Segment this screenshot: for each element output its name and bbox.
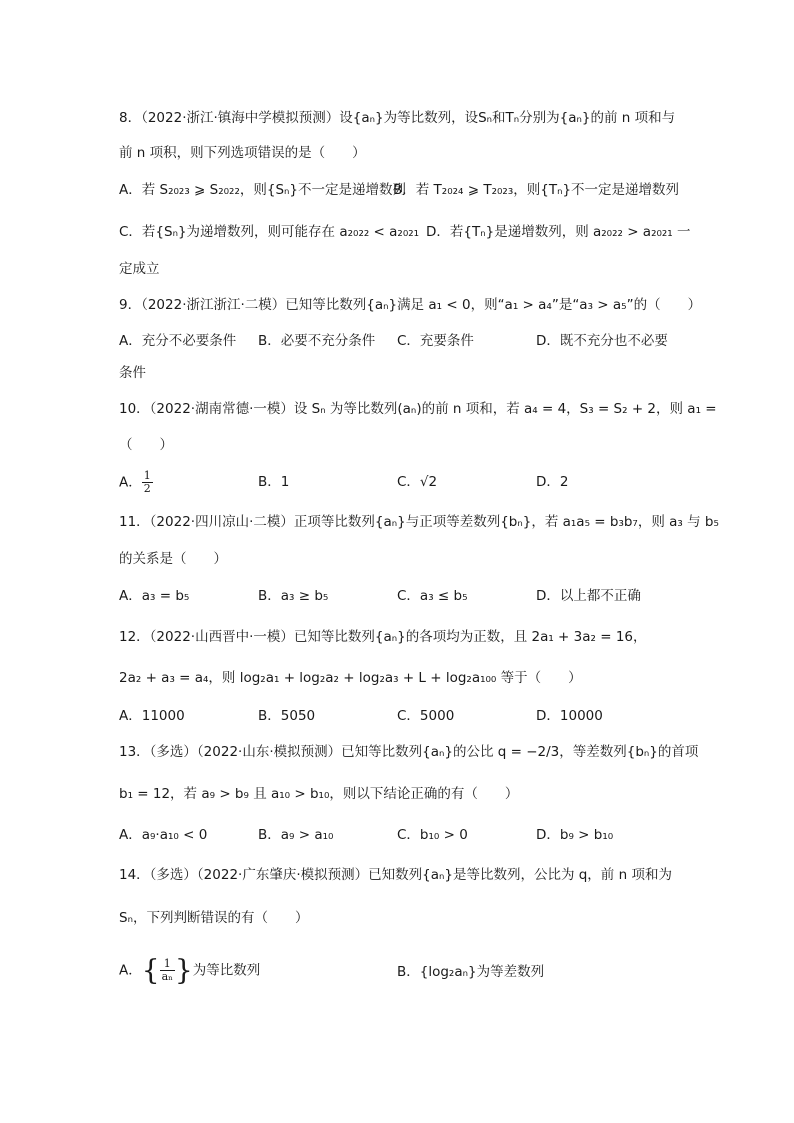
q12-option-d: D．10000	[536, 708, 603, 724]
q11-stem-line2: 的关系是（ ）	[119, 551, 227, 567]
q9-option-c: C．充要条件	[397, 333, 474, 349]
q8-option-a: A．若 S₂₀₂₃ ⩾ S₂₀₂₂，则{Sₙ}不一定是递增数列	[119, 182, 406, 198]
q10-option-a-label: A．	[119, 474, 142, 491]
q14-stem-line1: 14．（多选）（2022·广东肇庆·模拟预测）已知数列{aₙ}是等比数列，公比为 q，前 n 项和为	[119, 867, 672, 883]
q13-option-a: A．a₉·a₁₀ < 0	[119, 827, 208, 843]
q13-option-d: D．b₉ > b₁₀	[536, 827, 614, 843]
q10-stem-line2: （ ）	[119, 437, 173, 453]
q14-option-a-tail: 为等比数列	[192, 962, 261, 979]
q13-stem-line2: b₁ = 12，若 a₉ > b₉ 且 a₁₀ > b₁₀，则以下结论正确的有（ ）	[119, 786, 519, 802]
q9-option-d: D．既不充分也不必要	[536, 333, 668, 349]
q14-option-b: B．{log₂aₙ}为等差数列	[397, 964, 545, 980]
q13-stem-line1: 13．（多选）（2022·山东·模拟预测）已知等比数列{aₙ}的公比 q = −2/3，等差数列{bₙ}的首项	[119, 744, 699, 760]
q14-option-a-fraction	[160, 958, 175, 983]
fraction-denominator: 2	[143, 482, 151, 495]
q14-option-a	[119, 953, 261, 987]
q11-option-c: C．a₃ ≤ b₅	[397, 588, 468, 604]
q12-stem-line2: 2a₂ + a₃ = a₄，则 log₂a₁ + log₂a₂ + log₂a₃ + L + log₂a₁₀₀ 等于（ ）	[119, 670, 582, 686]
q12-option-c: C．5000	[397, 708, 455, 724]
fraction-numerator: 1	[160, 958, 175, 971]
q10-stem-line1: 10．（2022·湖南常德·一模）设 Sₙ 为等比数列(aₙ)的前 n 项和，若 a₄ = 4，S₃ = S₂ + 2，则 a₁ =	[119, 401, 717, 417]
right-brace-icon: }	[174, 953, 193, 987]
left-brace-icon: {	[141, 953, 160, 987]
q9-option-d-cont: 条件	[119, 365, 146, 381]
q8-option-b: B．若 T₂₀₂₄ ⩾ T₂₀₂₃，则{Tₙ}不一定是递增数列	[393, 182, 680, 198]
q10-option-a-fraction	[142, 470, 153, 495]
q10-option-b: B．1	[258, 474, 290, 490]
q11-option-a: A．a₃ = b₅	[119, 588, 190, 604]
q14-stem-line2: Sₙ，下列判断错误的有（ ）	[119, 910, 309, 926]
fraction-numerator: 1	[143, 469, 151, 482]
q10-option-c: C．√2	[397, 474, 438, 490]
q8-stem-line1: 8．（2022·浙江·镇海中学模拟预测）设{aₙ}为等比数列，设Sₙ和Tₙ分别为{aₙ}的前 n 项和与	[119, 110, 676, 126]
q14-option-a-label: A．	[119, 962, 142, 979]
q8-option-d-cont: 定成立	[119, 261, 160, 277]
q12-stem-line1: 12．（2022·山西晋中·一模）已知等比数列{aₙ}的各项均为正数，且 2a₁ + 3a₂ = 16，	[119, 629, 647, 645]
q8-stem-line2: 前 n 项积，则下列选项错误的是（ ）	[119, 145, 366, 161]
q13-option-c: C．b₁₀ > 0	[397, 827, 468, 843]
q8-option-d: D．若{Tₙ}是递增数列，则 a₂₀₂₂ > a₂₀₂₁ 一	[426, 224, 691, 240]
q10-option-a	[119, 470, 153, 495]
q8-option-c: C．若{Sₙ}为递增数列，则可能存在 a₂₀₂₂ < a₂₀₂₁	[119, 224, 420, 240]
q12-option-b: B．5050	[258, 708, 316, 724]
q10-option-d: D．2	[536, 474, 569, 490]
q13-option-b: B．a₉ > a₁₀	[258, 827, 334, 843]
q9-option-a: A．充分不必要条件	[119, 333, 237, 349]
q11-option-d: D．以上都不正确	[536, 588, 641, 604]
q11-stem-line1: 11．（2022·四川凉山·二模）正项等比数列{aₙ}与正项等差数列{bₙ}，若 a₁a₅ = b₃b₇，则 a₃ 与 b₅	[119, 514, 719, 530]
q11-option-b: B．a₃ ≥ b₅	[258, 588, 329, 604]
q12-option-a: A．11000	[119, 708, 185, 724]
q9-stem-line1: 9．（2022·浙江浙江·二模）已知等比数列{aₙ}满足 a₁ < 0，则“a₁ > a₄”是“a₃ > a₅”的（ ）	[119, 297, 702, 313]
q9-option-b: B．必要不充分条件	[258, 333, 376, 349]
fraction-denominator: aₙ	[161, 970, 173, 983]
